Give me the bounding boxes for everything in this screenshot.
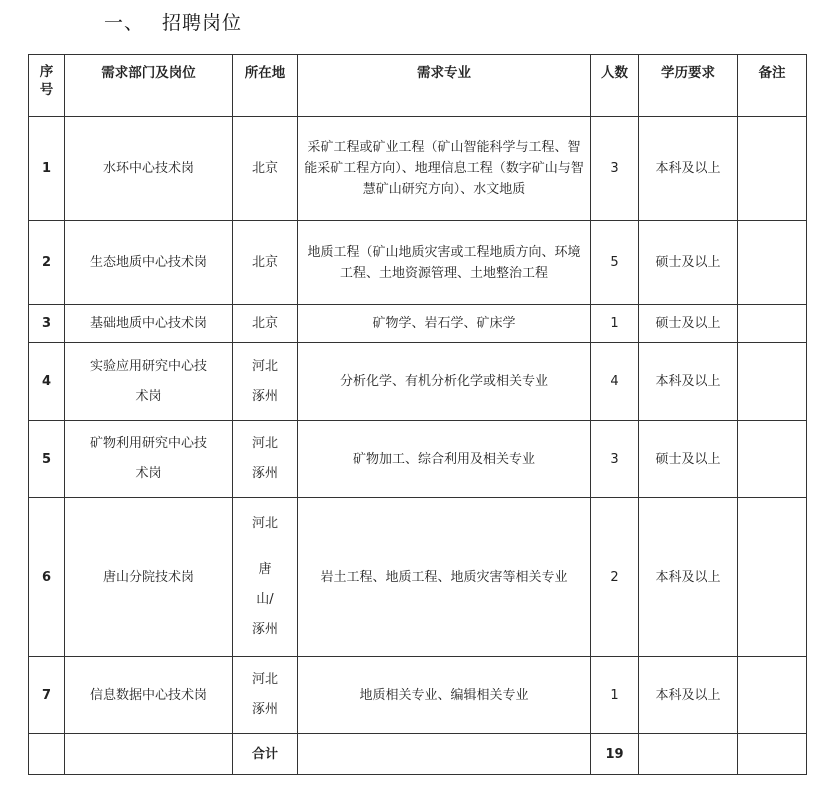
row-dept: 信息数据中心技术岗: [65, 657, 233, 734]
row-location: 河北 涿州: [233, 421, 298, 498]
section-number: 一、: [104, 12, 145, 34]
row-count: 1: [591, 657, 639, 734]
row-major: 分析化学、有机分析化学或相关专业: [298, 343, 591, 421]
row-index: 6: [29, 498, 65, 657]
table-row: [29, 343, 807, 421]
row-dept: 基础地质中心技术岗: [65, 305, 233, 343]
row-major: 岩土工程、地质工程、地质灾害等相关专业: [298, 498, 591, 657]
row-notes: [738, 305, 807, 343]
table-row: [29, 305, 807, 343]
row-index: 1: [29, 117, 65, 221]
row-location: 北京: [233, 117, 298, 221]
row-count: 5: [591, 221, 639, 305]
row-dept: 矿物利用研究中心技术岗: [65, 421, 233, 498]
row-notes: [738, 343, 807, 421]
row-major: 地质工程（矿山地质灾害或工程地质方向、环境工程、土地资源管理、土地整治工程: [298, 221, 591, 305]
row-location: 北京: [233, 305, 298, 343]
header-notes: 备注: [738, 55, 807, 117]
row-major: 矿物加工、综合利用及相关专业: [298, 421, 591, 498]
row-count: 2: [591, 498, 639, 657]
section-title: 招聘岗位: [162, 12, 243, 34]
row-notes: [738, 221, 807, 305]
row-location: 河北 涿州: [233, 343, 298, 421]
header-index: 序号: [29, 55, 65, 117]
total-row: [29, 734, 807, 775]
row-notes: [738, 498, 807, 657]
row-education: 本科及以上: [639, 498, 738, 657]
header-row: [29, 55, 807, 117]
row-location: 北京: [233, 221, 298, 305]
header-dept: 需求部门及岗位: [65, 55, 233, 117]
row-dept: 生态地质中心技术岗: [65, 221, 233, 305]
row-education: 硕士及以上: [639, 221, 738, 305]
row-education: 本科及以上: [639, 657, 738, 734]
row-index: 2: [29, 221, 65, 305]
row-index: 5: [29, 421, 65, 498]
header-count: 人数: [591, 55, 639, 117]
row-education: 本科及以上: [639, 117, 738, 221]
total-empty: [29, 734, 65, 775]
row-count: 1: [591, 305, 639, 343]
total-empty: [65, 734, 233, 775]
row-dept: 水环中心技术岗: [65, 117, 233, 221]
table-row: [29, 657, 807, 734]
section-heading: [104, 8, 242, 35]
total-empty: [738, 734, 807, 775]
row-dept: 唐山分院技术岗: [65, 498, 233, 657]
row-dept: 实验应用研究中心技术岗: [65, 343, 233, 421]
header-location: 所在地: [233, 55, 298, 117]
table-row: [29, 498, 807, 657]
total-count: 19: [591, 734, 639, 775]
row-education: 硕士及以上: [639, 421, 738, 498]
row-education: 本科及以上: [639, 343, 738, 421]
total-label: 合计: [233, 734, 298, 775]
row-count: 3: [591, 117, 639, 221]
total-empty: [639, 734, 738, 775]
row-major: 地质相关专业、编辑相关专业: [298, 657, 591, 734]
table-row: [29, 421, 807, 498]
table-row: [29, 221, 807, 305]
row-notes: [738, 421, 807, 498]
row-index: 3: [29, 305, 65, 343]
header-education: 学历要求: [639, 55, 738, 117]
row-index: 4: [29, 343, 65, 421]
table-row: [29, 117, 807, 221]
row-education: 硕士及以上: [639, 305, 738, 343]
row-index: 7: [29, 657, 65, 734]
row-count: 3: [591, 421, 639, 498]
row-location: 河北 涿州: [233, 657, 298, 734]
row-notes: [738, 117, 807, 221]
row-major: 采矿工程或矿业工程（矿山智能科学与工程、智能采矿工程方向）、地理信息工程（数字矿山与智慧矿山研究方向）、水文地质: [298, 117, 591, 221]
row-count: 4: [591, 343, 639, 421]
total-empty: [298, 734, 591, 775]
recruitment-table: [28, 54, 807, 775]
row-notes: [738, 657, 807, 734]
row-location: 河北 唐 山/ 涿州: [233, 498, 298, 657]
row-major: 矿物学、岩石学、矿床学: [298, 305, 591, 343]
header-major: 需求专业: [298, 55, 591, 117]
